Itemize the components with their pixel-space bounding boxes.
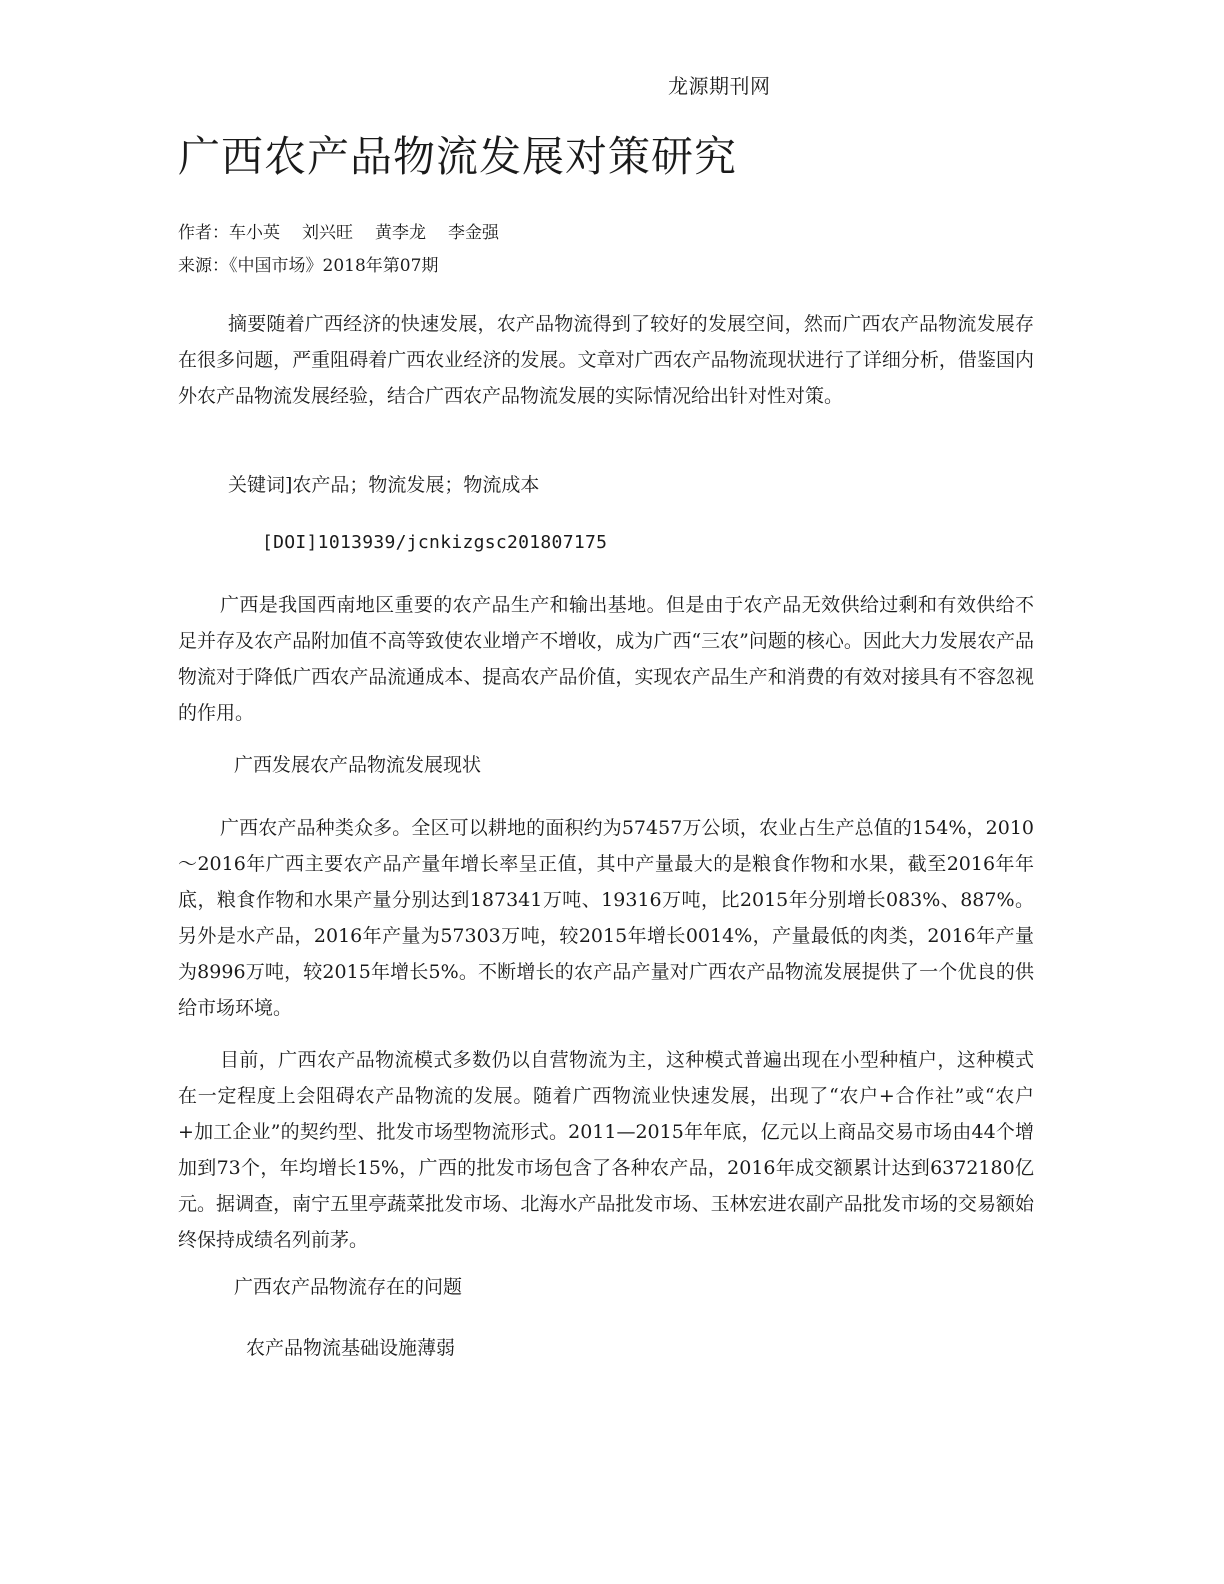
author-name: 车小英 — [229, 223, 280, 243]
author-name: 刘兴旺 — [302, 223, 353, 243]
source-line — [178, 251, 438, 276]
author-name: 李金强 — [448, 223, 499, 243]
section-heading-status: 广西发展农产品物流发展现状 — [234, 754, 482, 776]
site-name: 龙源期刊网 — [668, 74, 771, 98]
doi-line: [DOI]1013939/jcnkizgsc201807175 — [262, 532, 608, 553]
article-title: 广西农产品物流发展对策研究 — [178, 132, 738, 181]
intro-paragraph: 广西是我国西南地区重要的农产品生产和输出基地。但是由于农产品无效供给过剩和有效供给不足并存及农产品附加值不高等致使农业增产不增收，成为广西“三农”问题的核心。因此大力发展农产品物流对于降低广西农产品流通成本、提高农产品价值，实现农产品生产和消费的有效对接具有不容忽视的作用。 — [178, 594, 1034, 724]
authors-line — [178, 218, 521, 243]
keywords-line: 关键词]农产品；物流发展；物流成本 — [228, 474, 540, 496]
section-heading-problems: 广西农产品物流存在的问题 — [234, 1276, 463, 1298]
subsection-heading-infrastructure: 农产品物流基础设施薄弱 — [246, 1337, 456, 1359]
author-name: 黄李龙 — [375, 223, 426, 243]
body-paragraph: 广西农产品种类众多。全区可以耕地的面积约为57457万公顷，农业占生产总值的154%，2010～2016年广西主要农产品产量年增长率呈正值，其中产量最大的是粮食作物和水果，截至2016年年底，粮食作物和水果产量分别达到187341万吨、19316万吨，比2015年分别增长083%、887%。另外是水产品，2016年产量为57303万吨，较2015年增长0014%，产量最低的肉类，2016年产量为8996万吨，较2015年增长5%。不断增长的农产品产量对广西农产品物流发展提供了一个优良的供给市场环境。 — [178, 817, 1034, 1019]
authors-label: 作者： — [178, 223, 229, 243]
abstract-paragraph: 摘要随着广西经济的快速发展，农产品物流得到了较好的发展空间，然而广西农产品物流发展存在很多问题，严重阻碍着广西农业经济的发展。文章对广西农产品物流现状进行了详细分析，借鉴国内外农产品物流发展经验，结合广西农产品物流发展的实际情况给出针对性对策。 — [178, 313, 1034, 407]
source-value: 《中国市场》2018年第07期 — [229, 256, 439, 276]
source-label: 来源： — [178, 256, 229, 276]
body-paragraph: 目前，广西农产品物流模式多数仍以自营物流为主，这种模式普遍出现在小型种植户，这种模式在一定程度上会阻碍农产品物流的发展。随着广西物流业快速发展，出现了“农户+合作社”或“农户+加工企业”的契约型、批发市场型物流形式。2011—2015年年底，亿元以上商品交易市场由44个增加到73个，年均增长15%，广西的批发市场包含了各种农产品，2016年成交额累计达到6372180亿元。据调查，南宁五里亭蔬菜批发市场、北海水产品批发市场、玉林宏进农副产品批发市场的交易额始终保持成绩名列前茅。 — [178, 1049, 1034, 1251]
